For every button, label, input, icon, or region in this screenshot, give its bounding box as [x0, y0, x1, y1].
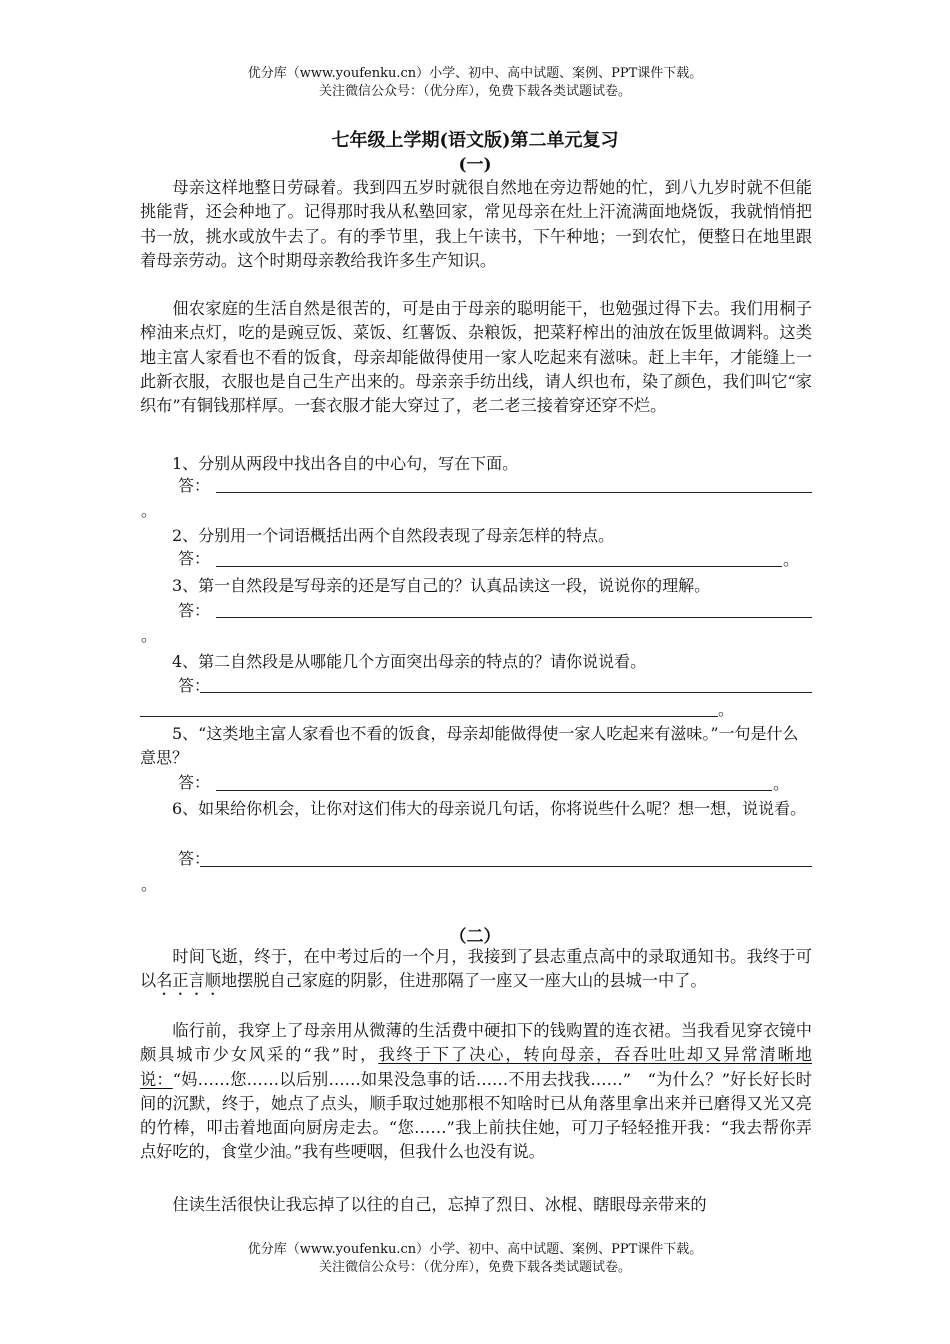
page-title: 七年级上学期(语文版)第二单元复习 — [331, 130, 619, 151]
answer-line-1[interactable] — [216, 492, 812, 493]
header-line-1: 优分库（www.youfenku.cn）小学、初中、高中试题、案例、PPT课件下载。 — [247, 66, 703, 81]
answer-label-5: 答： — [178, 773, 211, 792]
section-1-label: (一) — [458, 155, 492, 175]
paragraph-2-text-b: “妈……您……以后别……如果没急事的话……不用去找我……” “为什么？”好长好长时间的沉默，终于，她点了点头，顺手取过她那根不知啥时已从角落里拿出来并已磨得又光又亮的竹棒，叩击着地面向厨房走去。“您……”我上前扶住她，可刀子轻轻推开我：“我去帮你弄点好吃的，食堂少油。”我有些哽咽，但我什么也没有说。 — [140, 1069, 812, 1162]
header-line-2: 关注微信公众号：（优分库），免费下载各类试题试卷。 — [318, 84, 631, 99]
question-2: 2、分别用一个词语概括出两个自然段表现了母亲怎样的特点。 — [172, 526, 615, 545]
answer-label-4: 答： — [178, 676, 211, 695]
footer-line-1: 优分库（www.youfenku.cn）小学、初中、高中试题、案例、PPT课件下载。 — [247, 1242, 703, 1257]
emphasized-idiom: 名正言顺 — [156, 971, 221, 991]
paragraph-2-text-a: 临行前，我穿上了母亲用从微薄的生活费中硬扣下的钱购置的连衣裙。当我看见穿衣镜中颇具城市少女风采的“我”时， — [140, 1021, 812, 1065]
answer-line-2[interactable] — [216, 566, 782, 567]
footer-line-2: 关注微信公众号：（优分库），免费下载各类试题试卷。 — [318, 1260, 631, 1275]
end-mark-1: 。 — [141, 501, 158, 520]
end-mark-6: 。 — [141, 875, 158, 894]
end-mark-3: 。 — [141, 626, 158, 645]
end-mark-5: 。 — [773, 774, 790, 793]
end-mark-4: 。 — [718, 700, 735, 719]
question-1: 1、分别从两段中找出各自的中心句，写在下面。 — [172, 454, 519, 473]
answer-label-3: 答： — [178, 601, 211, 620]
section-2-paragraph-2 — [140, 1019, 812, 1165]
section-1-paragraph-1: 母亲这样地整日劳碌着。我到四五岁时就很自然地在旁边帮她的忙，到八九岁时就不但能挑能背，还会种地了。记得那时我从私塾回家，常见母亲在灶上汗流满面地烧饭，我就悄悄把书一放，挑水或放牛去了。有的季节里，我上午读书，下午种地；一到农忙，便整日在地里跟着母亲劳动。这个时期母亲教给我许多生产知识。 — [140, 178, 812, 270]
answer-line-5[interactable] — [216, 790, 772, 791]
end-mark-2: 。 — [783, 550, 800, 569]
answer-label-1: 答： — [178, 476, 211, 495]
section-2-paragraph-1 — [140, 945, 812, 999]
question-6: 6、如果给你机会，让你对这们伟大的母亲说几句话，你将说些什么呢？想一想，说说看。 — [172, 799, 807, 818]
question-4: 4、第二自然段是从哪能几个方面突出母亲的特点的？请你说说看。 — [172, 652, 647, 671]
answer-line-6[interactable] — [200, 866, 812, 867]
section-2-paragraph-3: 住读生活很快让我忘掉了以往的自己，忘掉了烈日、冰棍、瞎眼母亲带来的 — [172, 1195, 707, 1214]
section-1-paragraph-2: 佃农家庭的生活自然是很苦的，可是由于母亲的聪明能干，也勉强过得下去。我们用桐子榨油来点灯，吃的是豌豆饭、菜饭、红薯饭、杂粮饭，把菜籽榨出的油放在饭里做调料。这类地主富人家看也不看的饭食，母亲却能做得使用一家人吃起来有滋味。赶上丰年，才能缝上一此新衣服，衣服也是自己生产出来的。母亲亲手纺出线，请人织也布，染了颜色，我们叫它“家织布”有铜钱那样厚。一套衣服才能大穿过了，老二老三接着穿还穿不烂。 — [140, 299, 812, 416]
answer-label-2: 答： — [178, 549, 211, 568]
answer-line-3[interactable] — [216, 617, 812, 618]
paragraph-1-text-a: 时间飞逝，终于，在中考过后的一个月，我接到了县志重点高中的录取通知书。我终于可以 — [140, 947, 812, 991]
question-3: 3、第一自然段是写母亲的还是写自己的？认真品读这一段，说说你的理解。 — [172, 576, 711, 595]
question-5: 5、“这类地主富人家看也不看的饭食，母亲却能做得使一家人吃起来有滋味。”一句是什么意思？ — [140, 724, 799, 768]
answer-line-4b[interactable] — [140, 716, 718, 717]
answer-label-6: 答： — [178, 849, 211, 868]
underlined-sentence: 我终于下了决心，转向母亲，吞吞吐吐却又异常清晰地说： — [140, 1045, 812, 1089]
answer-line-4a[interactable] — [200, 692, 812, 693]
paragraph-1-text-b: 地摆脱自己家庭的阴影，住进那隔了一座又一座大山的县城一中了。 — [220, 971, 707, 991]
section-2-label: （二） — [449, 927, 501, 947]
